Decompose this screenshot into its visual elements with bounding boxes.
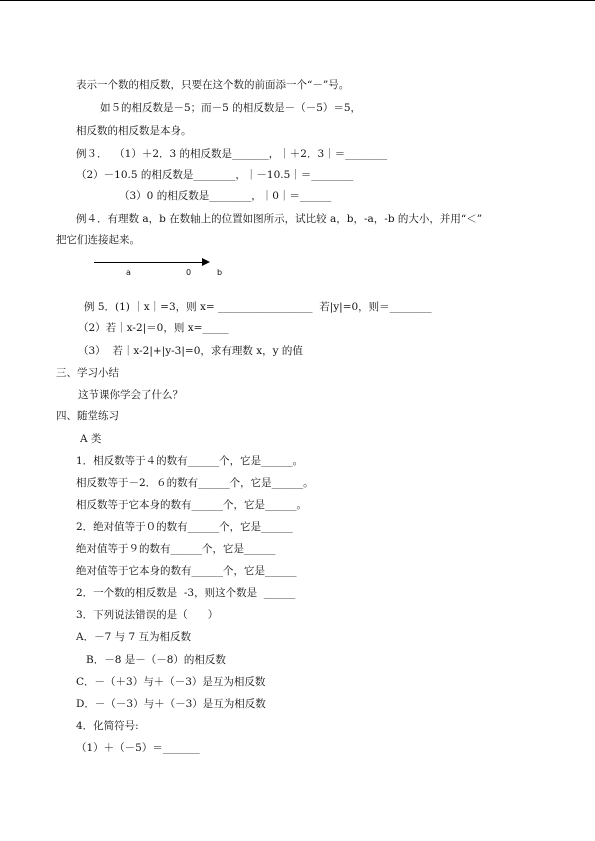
- top-border-line: [0, 0, 595, 1]
- number-line-label-a: a: [126, 268, 131, 277]
- text-line: 2．绝对值等于０的数有______个，它是______: [76, 521, 293, 533]
- text-line: 相反数等于它本身的数有______个，它是______。: [76, 499, 307, 511]
- number-line-label-b: b: [217, 268, 223, 277]
- section-heading: 三、学习小结: [56, 367, 119, 379]
- text-line: 这节课你学会了什么？: [78, 389, 183, 401]
- number-line-axis: [94, 262, 206, 263]
- text-line: 相反数等于－2．６的数有______个，它是______。: [76, 477, 314, 489]
- text-line: 相反数的相反数是本身。: [76, 125, 192, 137]
- section-heading: 四、随堂练习: [56, 410, 119, 422]
- text-line: 绝对值等于它本身的数有______个，它是______: [76, 565, 297, 577]
- text-line: （3）0 的相反数是________，｜0｜＝______: [119, 190, 332, 202]
- text-line: D．－（－3）与＋（－3）是互为相反数: [76, 698, 266, 710]
- text-line: （2）若｜x-2|＝0，则 x=_____: [78, 322, 229, 334]
- text-line: 1．相反数等于４的数有______个，它是______。: [76, 455, 304, 467]
- text-line: （2）－10.5 的相反数是________，｜－10.5｜＝________: [76, 169, 354, 181]
- text-line: 例 5．(1) ｜x｜=3，则 x= __________________ 若|y|=0，则＝________: [84, 301, 432, 313]
- text-line: 表示一个数的相反数，只要在这个数的前面添一个“－”号。: [76, 79, 350, 91]
- number-line-arrow-icon: [202, 258, 210, 266]
- text-line: C．－（＋3）与＋（－3）是互为相反数: [76, 676, 266, 688]
- text-line: 例３． （1）＋2．3 的相反数是_______，｜＋2．3｜＝________: [76, 148, 388, 160]
- text-line: A 类: [80, 433, 102, 445]
- text-line: 例４．有理数 a，b 在数轴上的位置如图所示，试比较 a，b，-a，-b 的大小，并用“＜”: [76, 213, 483, 225]
- text-line: （3） 若｜x-2|+|y-3|=0，求有理数 x，y 的值: [78, 345, 303, 357]
- text-line: 3．下列说法错误的是（ ）: [76, 609, 219, 621]
- text-line: B．－8 是－（－8）的相反数: [86, 654, 226, 666]
- text-line: 4．化简符号:: [76, 720, 139, 732]
- text-line: （1）＋（－5）＝_______: [76, 742, 200, 754]
- text-line: A．－7 与 7 互为相反数: [76, 631, 191, 643]
- number-line-label-zero: 0: [186, 268, 192, 277]
- text-line: 绝对值等于９的数有______个，它是______: [76, 543, 276, 555]
- text-line: 2．一个数的相反数是 -3，则这个数是 ______: [76, 587, 296, 599]
- text-line: 如５的相反数是－5；而－5 的相反数是－（－5）＝5，: [100, 102, 362, 114]
- text-line: 把它们连接起来。: [56, 234, 140, 246]
